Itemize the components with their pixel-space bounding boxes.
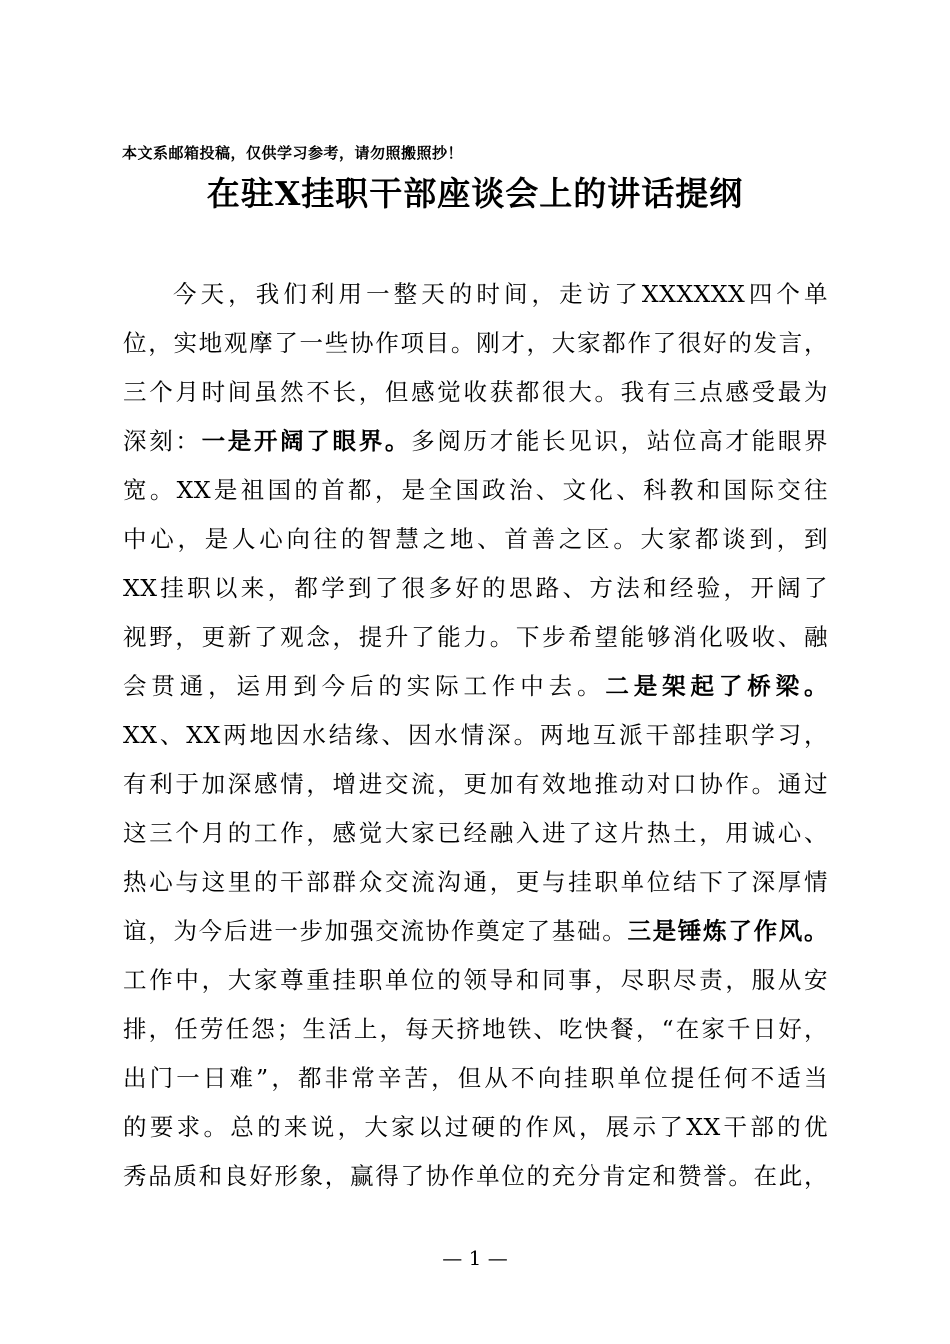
- text-line: [123, 1103, 828, 1152]
- text-line: [123, 662, 828, 711]
- text-line: [123, 760, 828, 809]
- text-line: [123, 515, 828, 564]
- line-text: 会贯通，运用到今后的实际工作中去。: [123, 672, 606, 700]
- line-text: 位，实地观摩了一些协作项目。刚才，大家都作了很好的发言，: [123, 329, 828, 357]
- text-line: [123, 368, 828, 417]
- text-line: [123, 270, 828, 319]
- text-line: [123, 613, 828, 662]
- line-text: 有利于加深感情，增进交流，更加有效地推动对口协作。通过: [123, 770, 828, 798]
- line-text: XX挂职以来，都学到了很多好的思路、方法和经验，开阔了: [123, 574, 828, 602]
- text-line: [123, 319, 828, 368]
- line-text: 出门一日难”，都非常辛苦，但从不向挂职单位提任何不适当: [123, 1064, 828, 1092]
- line-text: 秀品质和良好形象，赢得了协作单位的充分肯定和赞誉。在此，: [123, 1162, 828, 1190]
- line-text: 宽。XX是祖国的首都，是全国政治、文化、科教和国际交往: [123, 476, 828, 504]
- line-text: 热心与这里的干部群众交流沟通，更与挂职单位结下了深厚情: [123, 868, 828, 896]
- text-line: [123, 956, 828, 1005]
- line-text: 工作中，大家尊重挂职单位的领导和同事，尽职尽责，服从安: [123, 966, 828, 994]
- text-line: [123, 417, 828, 466]
- line-text: 多阅历才能长见识，站位高才能眼界: [411, 427, 829, 455]
- line-text: 视野，更新了观念，提升了能力。下步希望能够消化吸收、融: [123, 623, 828, 651]
- emphasis-text: 一是开阔了眼界。: [201, 427, 412, 455]
- line-text: 的要求。总的来说，大家以过硬的作风，展示了XX干部的优: [123, 1113, 828, 1141]
- page-number: — 1 —: [442, 1246, 508, 1270]
- line-text: 中心，是人心向往的智慧之地、首善之区。大家都谈到，到: [123, 525, 828, 553]
- text-line: [123, 809, 828, 858]
- document-title: 在驻X挂职干部座谈会上的讲话提纲: [206, 174, 744, 213]
- line-text: 谊，为今后进一步加强交流协作奠定了基础。: [123, 917, 628, 945]
- line-text: 这三个月的工作，感觉大家已经融入进了这片热土，用诚心、: [123, 819, 828, 847]
- text-line: [123, 711, 828, 760]
- text-line: [123, 1005, 828, 1054]
- line-text: 今天，我们利用一整天的时间，走访了XXXXXX四个单: [173, 280, 828, 308]
- emphasis-text: 三是锤炼了作风。: [627, 917, 829, 945]
- text-line: [123, 858, 828, 907]
- line-text: 深刻：: [123, 427, 202, 455]
- text-line: [123, 1054, 828, 1103]
- line-text: 排，任劳任怨；生活上，每天挤地铁、吃快餐，“在家千日好，: [123, 1015, 828, 1043]
- line-text: XX、XX两地因水结缘、因水情深。两地互派干部挂职学习，: [123, 721, 828, 749]
- text-line: [123, 1152, 828, 1201]
- submission-notice: 本文系邮箱投稿，仅供学习参考，请勿照搬照抄！: [122, 144, 464, 162]
- text-line: [123, 564, 828, 613]
- line-text: 三个月时间虽然不长，但感觉收获都很大。我有三点感受最为: [123, 378, 828, 406]
- text-line: [123, 466, 828, 515]
- text-line: [123, 907, 828, 956]
- emphasis-text: 二是架起了桥梁。: [605, 672, 828, 700]
- body-paragraph: [123, 270, 828, 1201]
